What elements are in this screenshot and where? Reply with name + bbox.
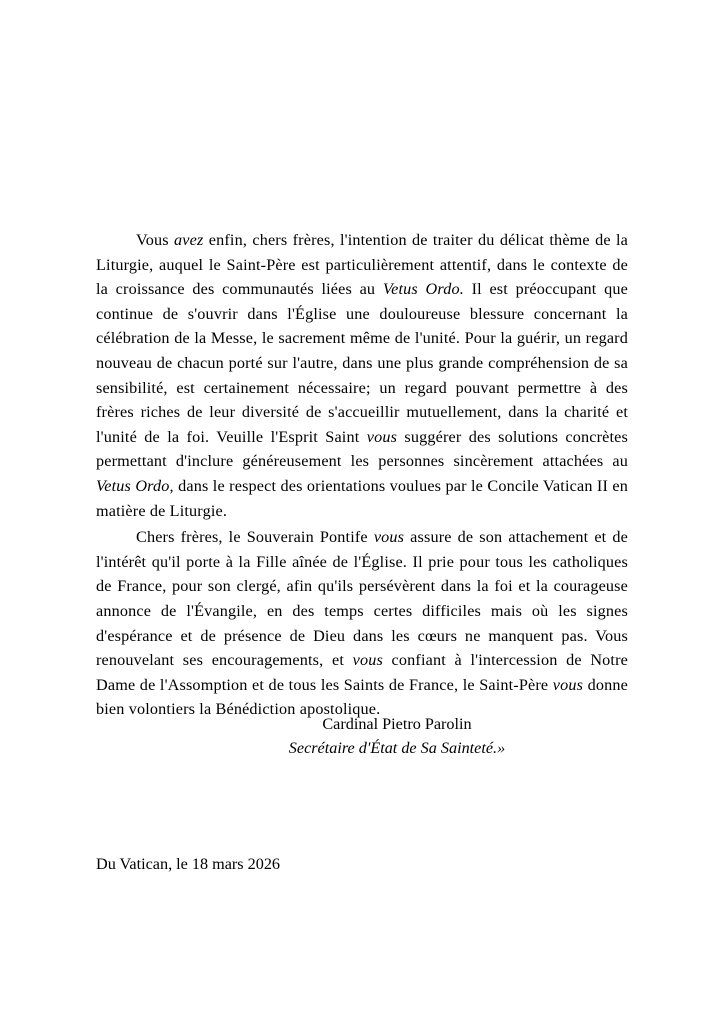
paragraph-blessing: Chers frères, le Souverain Pontife vous assure de son attachement et de l'intérêt qu'il porte à la Fille aînée de l'Église. Il prie pour tous les catholiques de France, pour son clergé, afin qu'ils persévèrent dans la foi et la courageuse annonce de l'Évangile, en des temps certes difficiles mais où les signes d'espérance et de présence de Dieu dans les cœurs ne manquent pas. Vous renouvelant ses encouragements, et vous confiant à l'intercession de Notre Dame de l'Assomption et de tous les Saints de France, le Saint-Père vous donne bien volontiers la Bénédiction apostolique. <box>96 528 628 719</box>
document-body <box>96 228 628 722</box>
signature-block <box>96 712 628 760</box>
signature-name: Cardinal Pietro Parolin <box>322 715 472 733</box>
paragraph-liturgy: Vous avez enfin, chers frères, l'intention de traiter du délicat thème de la Liturgie, auquel le Saint-Père est particulièrement attentif, dans le contexte de la croissance des communautés liées au Vetus Ordo. Il est préoccupant que continue de s'ouvrir dans l'Église une douloureuse blessure concernant la célébration de la Messe, le sacrement même de l'unité. Pour la guérir, un regard nouveau de chacun porté sur l'autre, dans une plus grande compréhension de sa sensibilité, est certainement nécessaire; un regard pouvant permettre à des frères riches de leur diversité de s'accueillir mutuellement, dans la charité et l'unité de la foi. Veuille l'Esprit Saint vous suggérer des solutions concrètes permettant d'inclure généreusement les personnes sincèrement attachées au Vetus Ordo, dans le respect des orientations voulues par le Concile Vatican II en matière de Liturgie. <box>96 231 628 520</box>
signature-title: Secrétaire d'État de Sa Sainteté.» <box>288 739 506 757</box>
dateline: Du Vatican, le 18 mars 2026 <box>96 855 281 873</box>
